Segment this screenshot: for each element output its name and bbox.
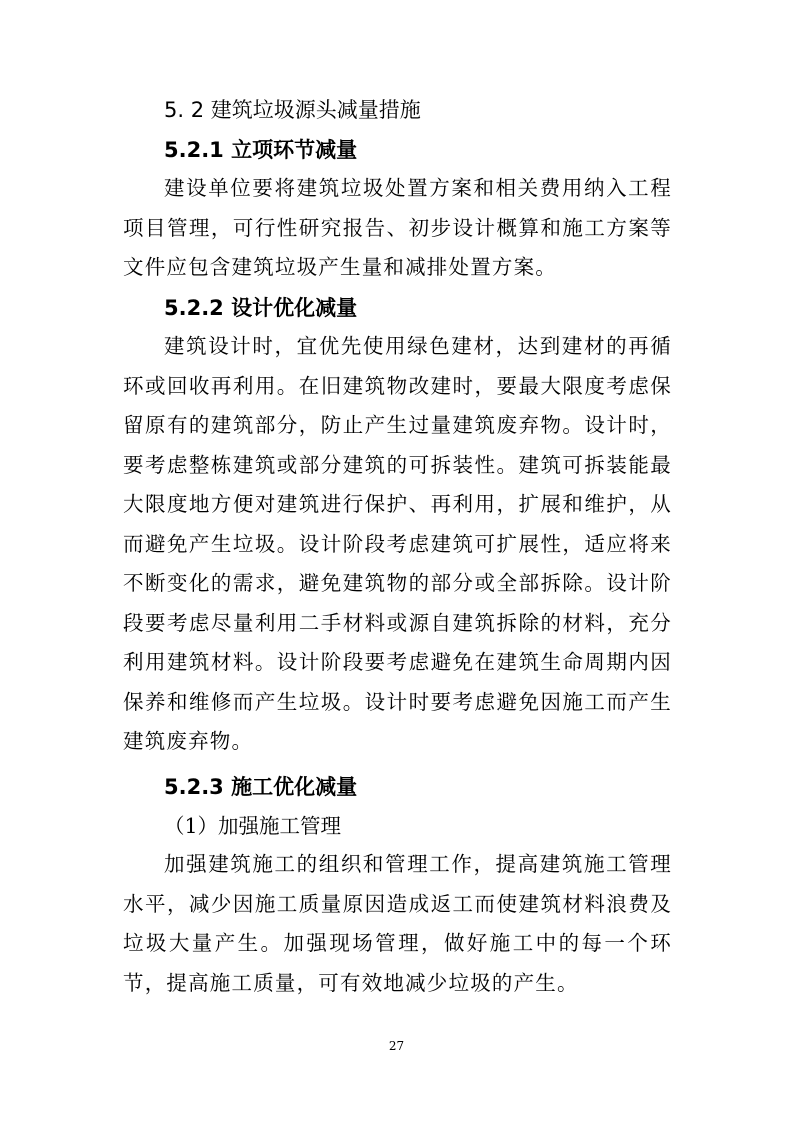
paragraph-5-2-2: 建筑设计时，宜优先使用绿色建材，达到建材的再循环或回收再利用。在旧建筑物改建时，要最大限度考虑保留原有的建筑部分，防止产生过量建筑废弃物。设计时，要考虑整栋建筑或部分建筑的可拆装性。建筑可拆装能最大限度地方便对建筑进行保护、再利用，扩展和维护，从而避免产生垃圾。设计阶段考虑建筑可扩展性，适应将来不断变化的需求，避免建筑物的部分或全部拆除。设计阶段要考虑尽量利用二手材料或源自建筑拆除的材料，充分利用建筑材料。设计阶段要考虑避免在建筑生命周期内因保养和维修而产生垃圾。设计时要考虑避免因施工而产生建筑废弃物。 <box>123 334 672 753</box>
item-heading-1: （1）加强施工管理 <box>164 814 342 838</box>
paragraph-item-1: 加强建筑施工的组织和管理工作，提高建筑施工管理水平，减少因施工质量原因造成返工而使建筑材料浪费及垃圾大量产生。加强现场管理，做好施工中的每一个环节，提高施工质量，可有效地减少垃圾的产生。 <box>123 852 672 995</box>
paragraph-5-2-1: 建设单位要将建筑垃圾处置方案和相关费用纳入工程项目管理，可行性研究报告、初步设计概算和施工方案等文件应包含建筑垃圾产生量和减排处置方案。 <box>123 176 672 279</box>
subsection-heading-5-2-2: 5.2.2 设计优化减量 <box>164 296 358 320</box>
section-title: 5. 2 建筑垃圾源头减量措施 <box>164 98 421 122</box>
subsection-heading-5-2-3: 5.2.3 施工优化减量 <box>164 775 358 799</box>
page-number: 27 <box>388 1039 405 1053</box>
subsection-heading-5-2-1: 5.2.1 立项环节减量 <box>164 138 358 162</box>
